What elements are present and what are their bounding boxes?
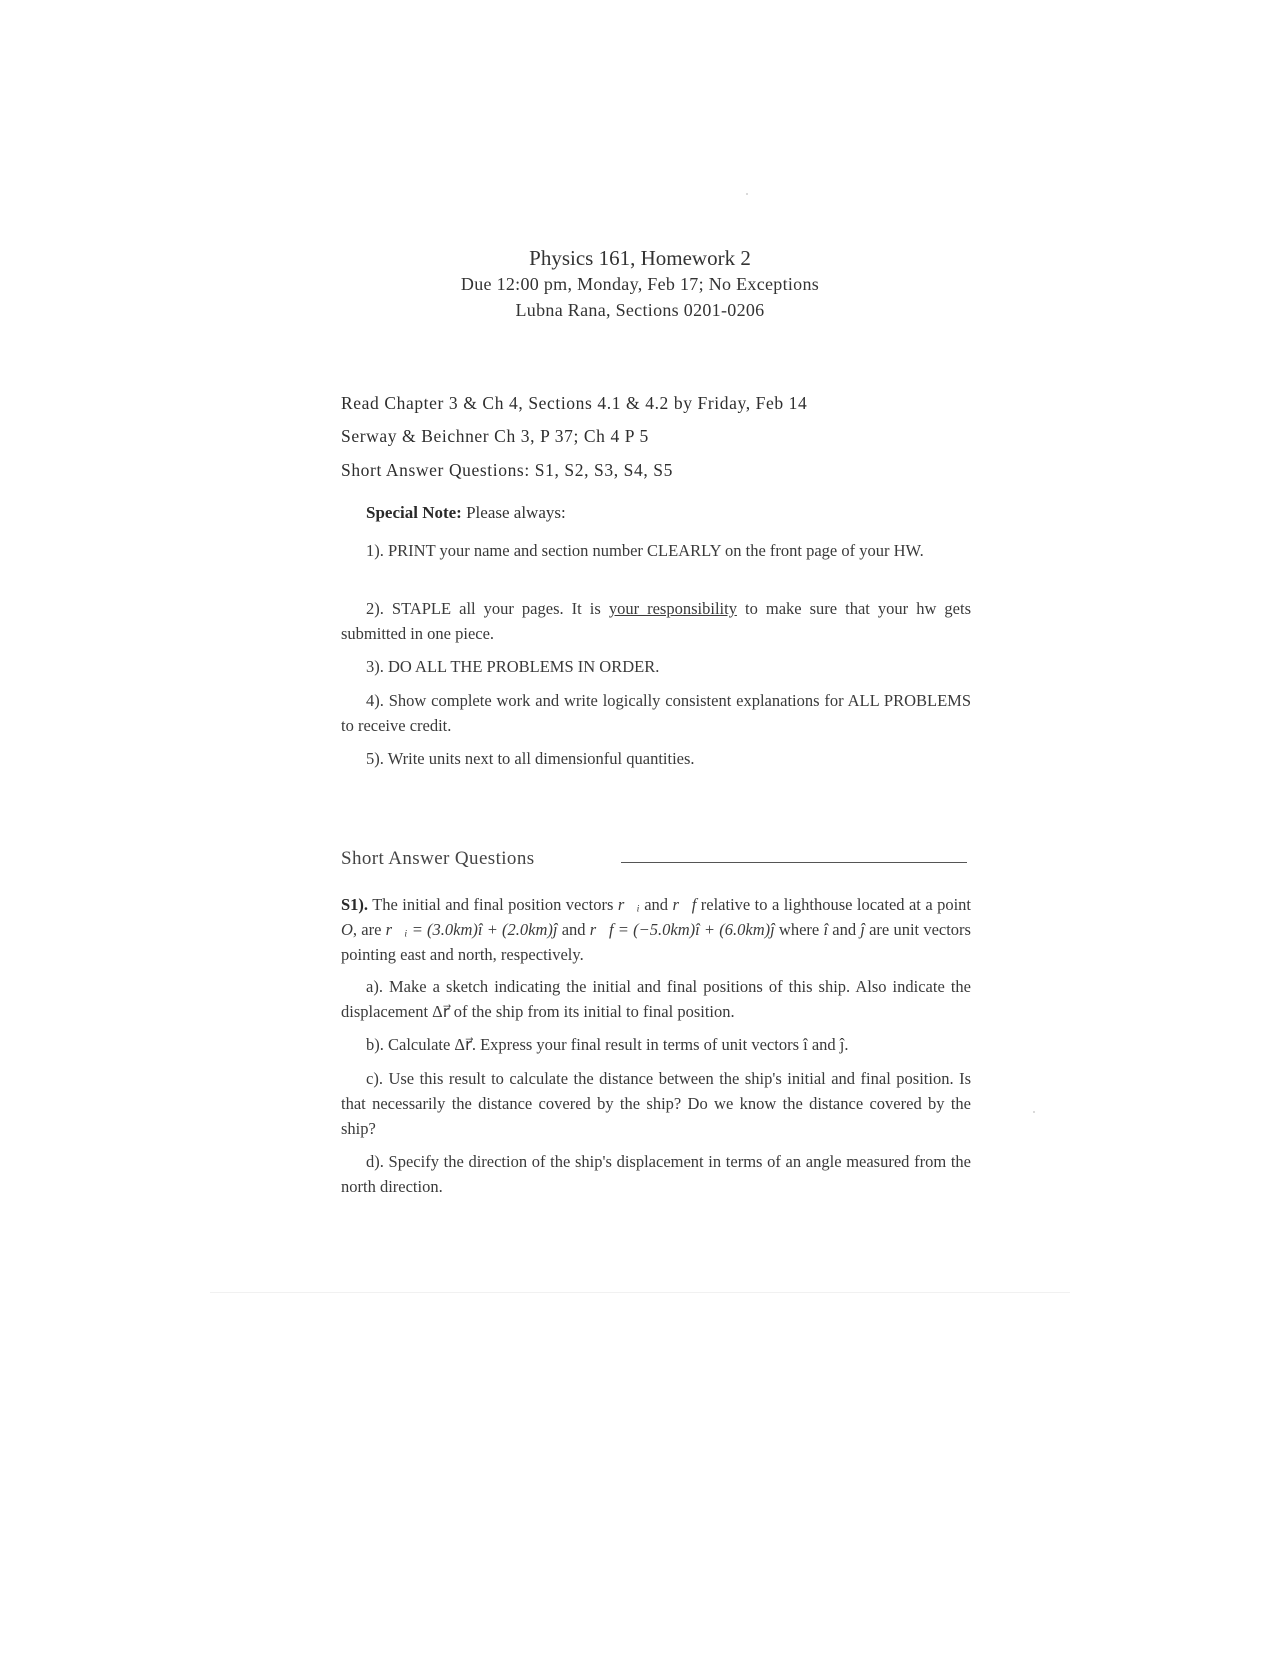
note-item-2-start: 2). STAPLE all your pages. It is bbox=[366, 599, 609, 618]
j-unit-vector: ĵ bbox=[860, 920, 865, 939]
note-item-5: 5). Write units next to all dimensionful quantities. bbox=[366, 749, 695, 768]
scan-speck bbox=[746, 193, 748, 195]
s1-label: S1). bbox=[341, 895, 369, 914]
short-answer-list: Short Answer Questions: S1, S2, S3, S4, S5 bbox=[341, 460, 673, 480]
question-s1-part-a: a). Make a sketch indicating the initial and final positions of this ship. Also indicate the displacement Δr⃗ of the ship from its initial to final position. bbox=[341, 977, 971, 1021]
rf-symbol: r⃗f bbox=[672, 895, 697, 914]
section-heading: Short Answer Questions bbox=[341, 848, 535, 869]
s1-text: The initial and final position vectors bbox=[368, 895, 618, 914]
special-note-label: Special Note: bbox=[366, 503, 462, 522]
point-o: O bbox=[341, 920, 353, 939]
i-unit-vector: î bbox=[823, 920, 829, 939]
reading-assignment: Read Chapter 3 & Ch 4, Sections 4.1 & 4.2 by Friday, Feb 14 bbox=[341, 393, 808, 413]
question-s1-part-d: d). Specify the direction of the ship's displacement in terms of an angle measured from the north direction. bbox=[341, 1152, 971, 1196]
question-s1-part-c: c). Use this result to calculate the distance between the ship's initial and final position. Is that necessarily the distance covered by the ship? Do we know the distance covered by the ship? bbox=[341, 1069, 971, 1138]
note-item-2 bbox=[341, 596, 971, 646]
note-item-4: 4). Show complete work and write logically consistent explanations for ALL PROBLEMS to receive credit. bbox=[341, 691, 971, 735]
s1-text: where bbox=[774, 920, 824, 939]
s1-text: and bbox=[828, 920, 861, 939]
rf-equation: r⃗f = (−5.0km)î + (6.0km)ĵ bbox=[589, 920, 775, 939]
question-s1 bbox=[341, 892, 971, 967]
s1-text: relative to a lighthouse located at a point bbox=[696, 895, 972, 914]
s1-text: and bbox=[557, 920, 590, 939]
ri-symbol: r⃗ᵢ bbox=[617, 895, 640, 914]
instructor-line: Lubna Rana, Sections 0201-0206 bbox=[515, 300, 765, 320]
section-rule bbox=[621, 862, 967, 863]
special-note-intro: Please always: bbox=[466, 503, 566, 522]
s1-text: and bbox=[639, 895, 673, 914]
s1-text: are unit vectors pointing east and north, respectively. bbox=[341, 920, 971, 964]
scan-artifact-line bbox=[210, 1292, 1070, 1293]
textbook-problems: Serway & Beichner Ch 3, P 37; Ch 4 P 5 bbox=[341, 426, 649, 446]
question-s1-part-b: b). Calculate Δr⃗. Express your final result in terms of unit vectors î and ĵ. bbox=[366, 1035, 849, 1054]
scan-speck bbox=[1033, 1111, 1035, 1113]
note-item-1: 1). PRINT your name and section number CLEARLY on the front page of your HW. bbox=[366, 541, 924, 560]
special-note-heading bbox=[366, 503, 566, 523]
note-item-2-end: to make sure that your hw gets submitted in one piece. bbox=[341, 599, 971, 643]
your-responsibility-underlined: your responsibility bbox=[608, 599, 737, 618]
note-item-3: 3). DO ALL THE PROBLEMS IN ORDER. bbox=[366, 657, 660, 676]
ri-equation: r⃗ᵢ = (3.0km)î + (2.0km)ĵ bbox=[385, 920, 558, 939]
homework-title: Physics 161, Homework 2 bbox=[529, 246, 751, 270]
due-date-line: Due 12:00 pm, Monday, Feb 17; No Exceptions bbox=[460, 274, 820, 294]
s1-text: , are bbox=[352, 920, 386, 939]
